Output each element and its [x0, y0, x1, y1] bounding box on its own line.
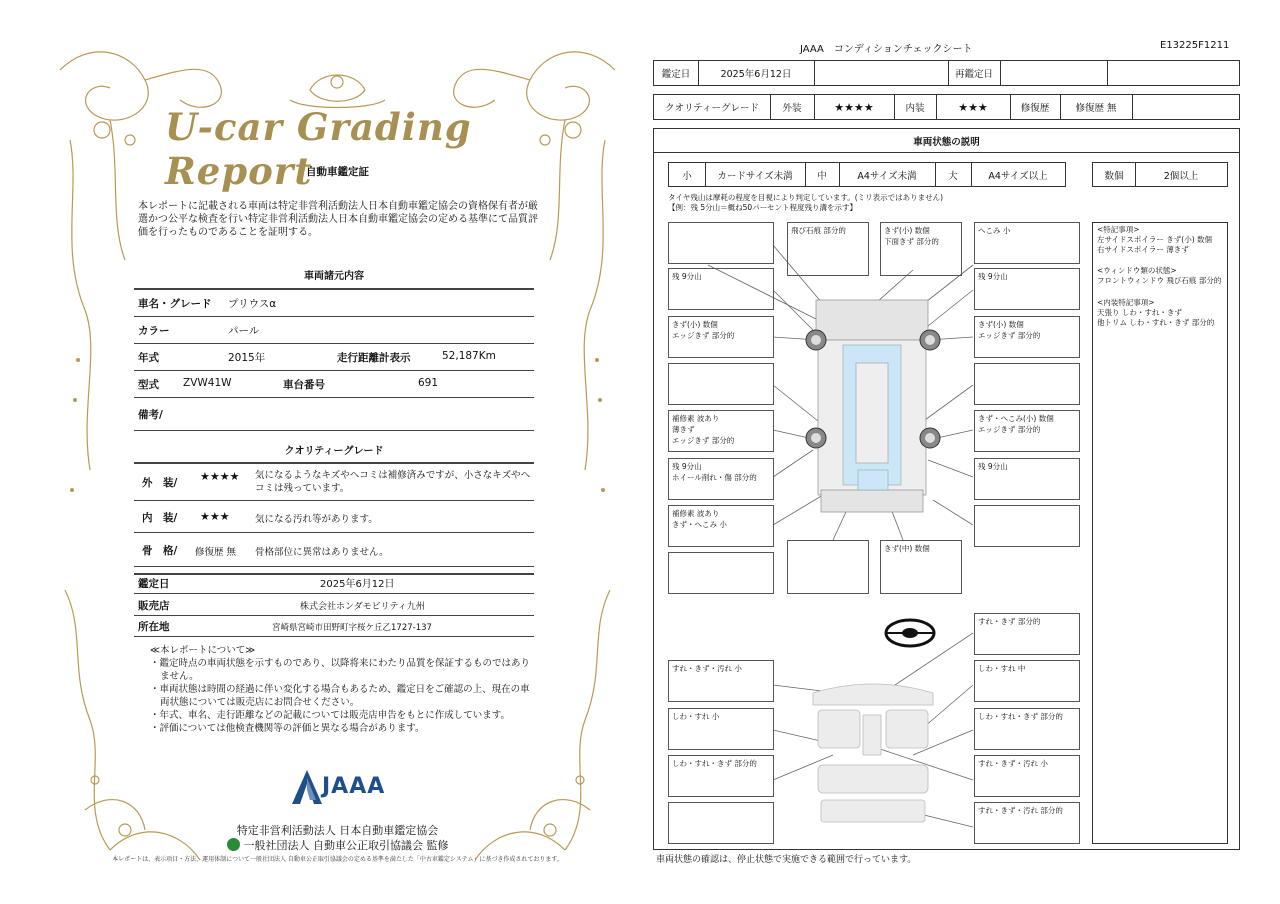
quality-heading: クオリティーグレード: [284, 446, 384, 457]
history-label: 修復歴: [1020, 103, 1050, 114]
interior-comment-box: すれ・きず・汚れ 小: [974, 755, 1080, 797]
notes-heading: ≪本レポートについて≫: [150, 645, 256, 656]
special-item: 右サイドスポイラー 薄きず: [1097, 245, 1189, 254]
steering-wheel-icon: [886, 620, 934, 646]
interior-comment-box: しわ・すれ 中: [974, 660, 1080, 702]
interior-comment-box: すれ・きず 部分的: [974, 613, 1080, 655]
interior-comment-box: しわ・すれ・きず 部分的: [668, 755, 774, 797]
frame-comment: 骨格部位に異常はありません。: [255, 547, 389, 558]
exterior-comment-box: [668, 363, 774, 405]
exterior-comment-box: [668, 222, 774, 264]
org-line-1: 特定非営利活動法人 日本自動車鑑定協会: [236, 824, 439, 837]
exterior-comment-box: 残 9分山: [668, 268, 774, 310]
history-value: 修復歴 無: [1075, 103, 1117, 114]
exterior-comment-box: [787, 540, 869, 594]
size-small-label: 小: [682, 170, 692, 182]
exterior-stars: ★★★★: [200, 470, 240, 483]
jaaa-logo-text: JAAA: [322, 774, 386, 799]
exterior-comment-box: 残 9分山: [974, 268, 1080, 310]
grading-certificate: [50, 30, 625, 875]
fair-trade-icon: [227, 838, 240, 851]
tire-note-2: 【例：残 5分山＝概ね50パーセント程度残り溝を示す】: [668, 203, 858, 212]
exterior-comment-box: 補修素 波あり きず・へこみ 小: [668, 505, 774, 547]
size-mid-desc: A4サイズ未満: [857, 170, 917, 182]
car-top-view: [806, 300, 940, 512]
interior-comment-box: [668, 802, 774, 844]
car-name-label: 車名・グレード: [138, 298, 212, 310]
count-label: 数個: [1104, 170, 1124, 182]
note-item: ・評価については他検査機関等の評価と異なる場合があります。: [150, 723, 425, 734]
interior-comment-box: すれ・きず・汚れ 小: [668, 660, 774, 702]
remarks-label: 備考/: [138, 409, 163, 421]
exterior-comment-box: [974, 363, 1080, 405]
appraisal-date-label: 鑑定日: [138, 578, 170, 590]
special-heading: <特記事項>: [1097, 225, 1140, 234]
notes-list: [150, 657, 530, 735]
interior-notes-heading: <内装特記事項>: [1097, 298, 1155, 307]
address-label: 所在地: [138, 621, 170, 633]
exterior-comment-box: 補修素 波あり 薄きず エッジきず 部分的: [668, 410, 774, 452]
color-label: カラー: [138, 325, 170, 337]
date-row: [653, 60, 1240, 86]
report-title: U-car Grading Report: [165, 105, 472, 193]
exterior-comment-box: [974, 505, 1080, 547]
frame-label: 骨 格/: [142, 545, 178, 557]
org-line-2: [50, 837, 625, 853]
interior-stars: ★★★: [200, 510, 230, 523]
certificate-intro: 本レポートに記載される車両は特定非営利活動法人日本自動車鑑定協会の資格保有者が厳選かつ公平な検査を行い特定非営利活動法人日本自動車鑑定協会の定める基準にて品質評価を行ったものであることを証明する。: [138, 201, 538, 238]
condition-heading: 車両状態の説明: [913, 137, 980, 148]
exterior-comment-box: へこみ 小: [974, 222, 1080, 264]
window-heading: <ウィンドウ類の状態>: [1097, 266, 1177, 275]
color-value: パール: [228, 325, 260, 337]
sheet-exterior-label: 外装: [782, 103, 802, 114]
year-value: 2015年: [228, 352, 266, 364]
note-item: ・鑑定時点の車両状態を示すものであり、以降将来にわたり品質を保証するものではありません。: [150, 658, 531, 682]
exterior-comment-box: 飛び石痕 部分的: [787, 222, 869, 276]
exterior-comment-box: [668, 552, 774, 594]
interior-comment-box: すれ・きず・汚れ 部分的: [974, 802, 1080, 844]
date-label: 鑑定日: [661, 69, 691, 80]
special-item: 左サイドスポイラー きず(小) 数個: [1097, 235, 1213, 244]
interior-comment-box: しわ・すれ・きず 部分的: [974, 708, 1080, 750]
year-label: 年式: [138, 352, 159, 364]
sheet-title: JAAA コンディションチェックシート: [800, 44, 973, 55]
exterior-label: 外 装/: [142, 477, 178, 489]
exterior-comment-box: 残 9分山 ホイール削れ・傷 部分的: [668, 458, 774, 500]
dealer-label: 販売店: [138, 600, 170, 612]
exterior-comment-box: きず(小) 数個 エッジきず 部分的: [668, 316, 774, 358]
sheet-interior-stars: ★★★: [958, 100, 988, 114]
size-large-desc: A4サイズ以上: [988, 170, 1048, 182]
quality-label: クオリティーグレード: [664, 103, 760, 114]
interior-note-item: 天張り しわ・すれ・きず: [1097, 308, 1182, 317]
org-line-2-text: 一般社団法人 自動車公正取引協議会 監修: [243, 839, 449, 852]
frame-value: 修復歴 無: [195, 547, 237, 558]
size-small-desc: カードサイズ未満: [717, 170, 793, 182]
certificate-subtitle: 自動車鑑定証: [306, 166, 369, 178]
model-label: 型式: [138, 379, 159, 391]
size-legend: [668, 162, 1066, 187]
interior-note-item: 他トリム しわ・すれ・きず 部分的: [1097, 318, 1215, 327]
size-large-label: 大: [948, 170, 958, 182]
model-value: ZVW41W: [183, 377, 232, 389]
interior-top-view: [813, 684, 933, 822]
mileage-value: 52,187Km: [442, 350, 496, 362]
interior-comment-box: しわ・すれ 小: [668, 708, 774, 750]
exterior-comment-box: きず(中) 数個: [880, 540, 962, 594]
appraisal-date-value: 2025年6月12日: [320, 579, 395, 590]
jaaa-logo: [292, 770, 392, 804]
mileage-label: 走行距離計表示: [337, 352, 411, 364]
jaaa-logo-icon: [292, 770, 322, 804]
note-item: ・車両状態は時間の経過に伴い変化する場合もあるため、鑑定日をご確認の上、現在の車両状態については販売店にお問合せください。: [150, 684, 530, 708]
tire-note-1: タイヤ残山は摩耗の程度を目視により判定しています。(ミリ表示ではありません): [668, 193, 944, 202]
exterior-comment-box: きず(小) 数個 下面きず 部分的: [880, 222, 962, 276]
date-value: 2025年6月12日: [720, 69, 792, 80]
chassis-value: 691: [418, 377, 439, 389]
count-desc: 2個以上: [1163, 170, 1199, 182]
interior-label: 内 装/: [142, 512, 178, 524]
sheet-code: E13225F1211: [1160, 40, 1230, 51]
car-name-value: プリウスα: [228, 298, 277, 310]
note-item: ・年式、車名、走行距離などの記載については販売店申告をもとに作成しています。: [150, 710, 511, 721]
size-mid-label: 中: [817, 170, 827, 182]
exterior-comment-box: きず・へこみ(小) 数個 エッジきず 部分的: [974, 410, 1080, 452]
interior-comment: 気になる汚れ等があります。: [255, 514, 378, 525]
exterior-comment: 気になるようなキズやヘコミは補修済みですが、小さなキズやヘコミは残っています。: [255, 470, 531, 494]
sheet-exterior-stars: ★★★★: [834, 100, 874, 114]
exterior-comment-box: 残 9分山: [974, 458, 1080, 500]
dealer-value: 株式会社ホンダモビリティ九州: [300, 602, 425, 612]
sheet-bottom-note: 車両状態の確認は、停止状態で実施できる範囲で行っています。: [656, 855, 917, 865]
window-item: フロントウィンドウ 飛び石痕 部分的: [1097, 276, 1222, 285]
chassis-label: 車台番号: [283, 379, 325, 391]
quality-row: [653, 94, 1240, 120]
reappraisal-label: 再鑑定日: [954, 69, 993, 80]
exterior-comment-box: きず(小) 数個 エッジきず 部分的: [974, 316, 1080, 358]
count-legend: [1092, 162, 1228, 187]
sheet-interior-label: 内装: [905, 103, 925, 114]
spec-heading: 車両諸元内容: [304, 271, 364, 282]
certificate-footnote: 本レポートは、表示項目・方法、運用体制について一般社団法人 自動車公正取引協議会の定める基準を満たした「中古車鑑定システム」に基づき作成されております。: [112, 856, 563, 863]
address-value: 宮崎県宮崎市田野町字桜ケ丘乙1727-137: [272, 623, 432, 633]
